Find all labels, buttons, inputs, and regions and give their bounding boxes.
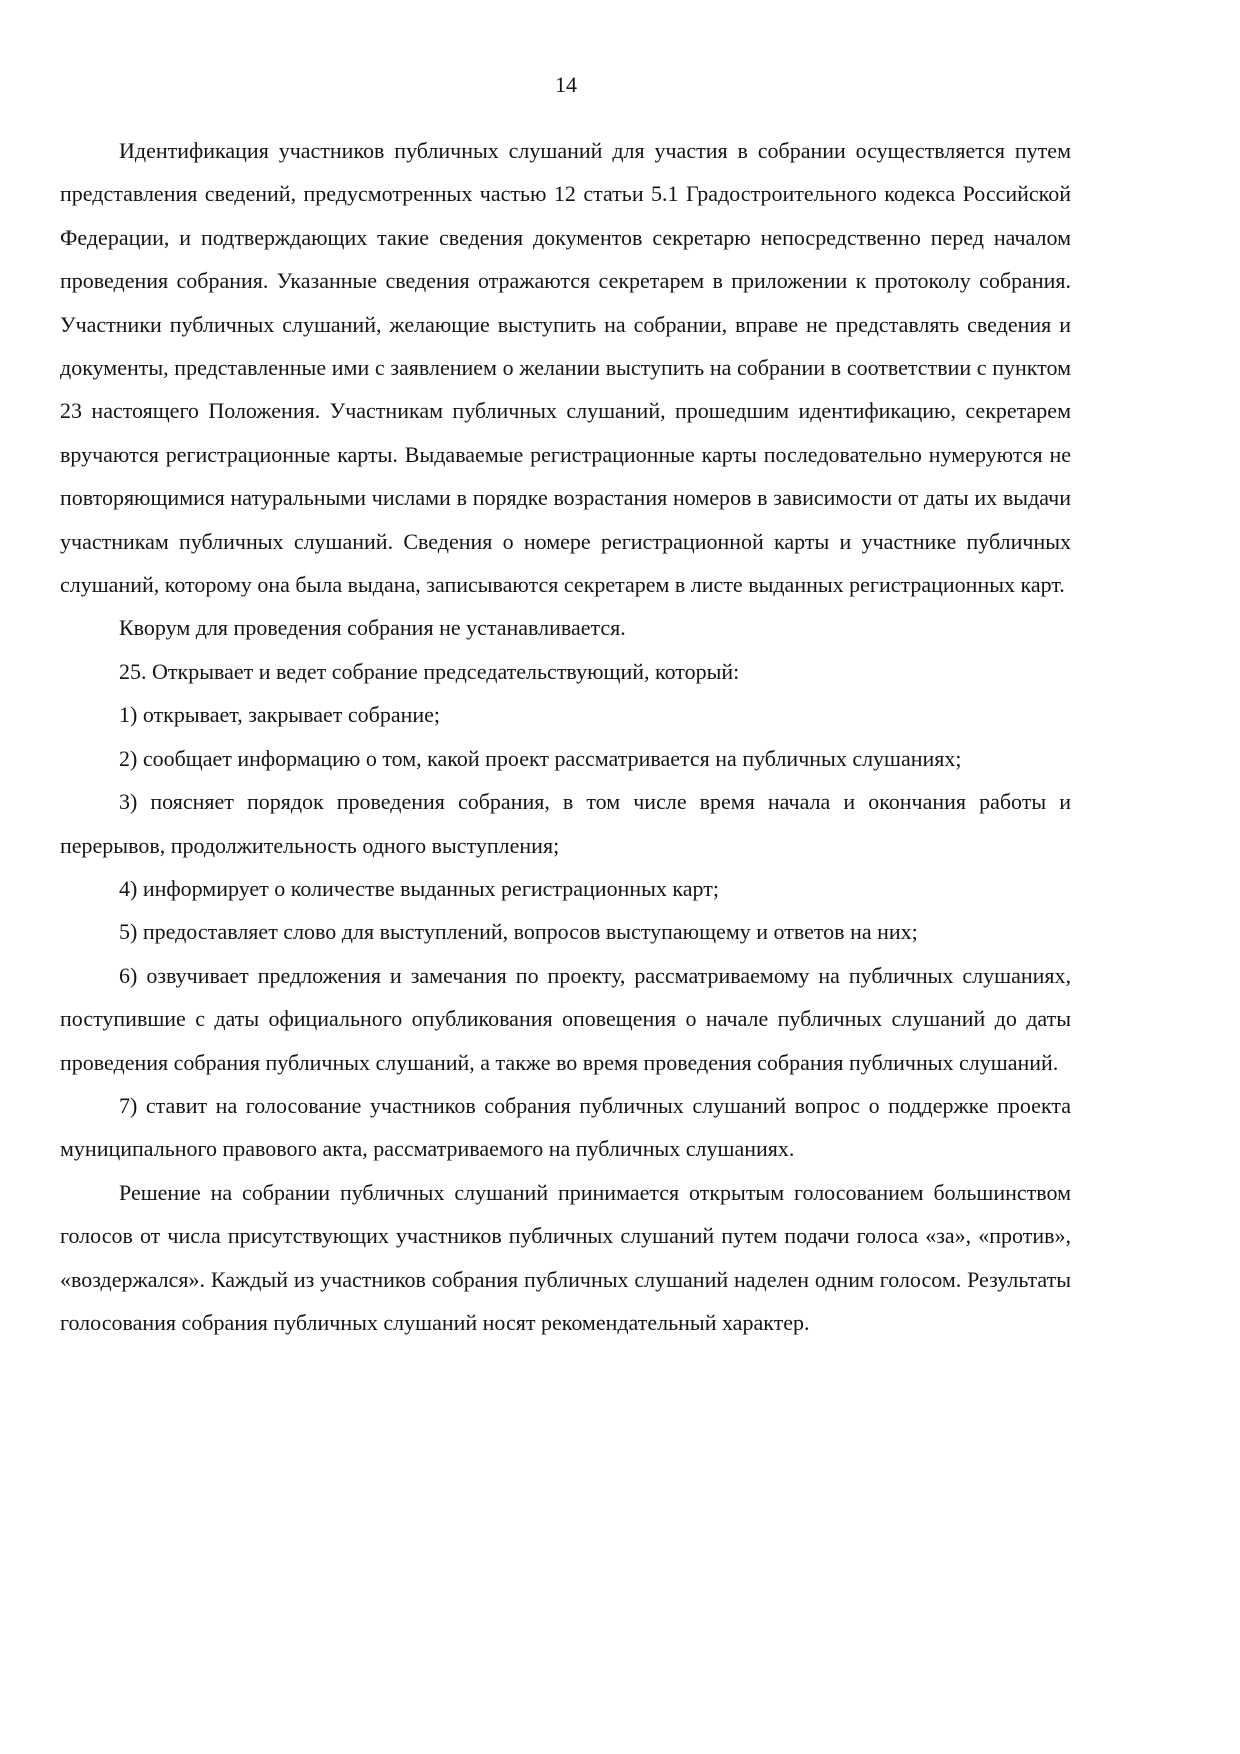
list-item-7: 7) ставит на голосование участников собрания публичных слушаний вопрос о поддержке проекта муниципального правового акта, рассматриваемого на публичных слушаниях. (60, 1092, 1071, 1162)
list-item-3: 3) поясняет порядок проведения собрания, в том числе время начала и окончания работы и перерывов, продолжительность одного выступления; (60, 789, 1071, 858)
list-item-1: 1) открывает, закрывает собрание; (119, 702, 441, 728)
paragraph-item-25: 25. Открывает и ведет собрание председательствующий, который: (119, 658, 740, 684)
paragraph-quorum: Кворум для проведения собрания не устанавливается. (119, 615, 626, 641)
page-number: 14 (555, 72, 577, 97)
paragraph-identification: Идентификация участников публичных слушаний для участия в собрании осуществляется путем представления сведений, предусмотренных частью 12 статьи 5.1 Градостроительного кодекса Российской Федерации, и подтверждающих такие сведения документов секретарю непосредственно перед началом проведения собрания. Указанные сведения отражаются секретарем в приложении к протоколу собрания. Участники публичных слушаний, желающие выступить на собрании, вправе не представлять сведения и документы, представленные ими с заявлением о желании выступить на собрании в соответствии с пунктом 23 настоящего Положения. Участникам публичных слушаний, прошедшим идентификацию, секретарем вручаются регистрационные карты. Выдаваемые регистрационные карты последовательно нумеруются не повторяющимися натуральными числами в порядке возрастания номеров в зависимости от даты их выдачи участникам публичных слушаний. Сведения о номере регистрационной карты и участнике публичных слушаний, которому она была выдана, записываются секретарем в листе выданных регистрационных карт. (60, 138, 1071, 598)
paragraph-decision: Решение на собрании публичных слушаний принимается открытым голосованием большинством голосов от числа присутствующих участников публичных слушаний путем подачи голоса «за», «против», «воздержался». Каждый из участников собрания публичных слушаний наделен одним голосом. Результаты голосования собрания публичных слушаний носят рекомендательный характер. (60, 1179, 1071, 1335)
list-item-2: 2) сообщает информацию о том, какой проект рассматривается на публичных слушаниях; (119, 745, 962, 771)
list-item-5: 5) предоставляет слово для выступлений, вопросов выступающему и ответов на них; (119, 919, 918, 945)
list-item-6: 6) озвучивает предложения и замечания по проекту, рассматриваемому на публичных слушаниях, поступившие с даты официального опубликования оповещения о начале публичных слушаний до даты проведения собрания публичных слушаний, а также во время проведения собрания публичных слушаний. (60, 962, 1071, 1075)
list-item-4: 4) информирует о количестве выданных регистрационных карт; (119, 875, 719, 901)
document-body (60, 129, 1071, 1344)
